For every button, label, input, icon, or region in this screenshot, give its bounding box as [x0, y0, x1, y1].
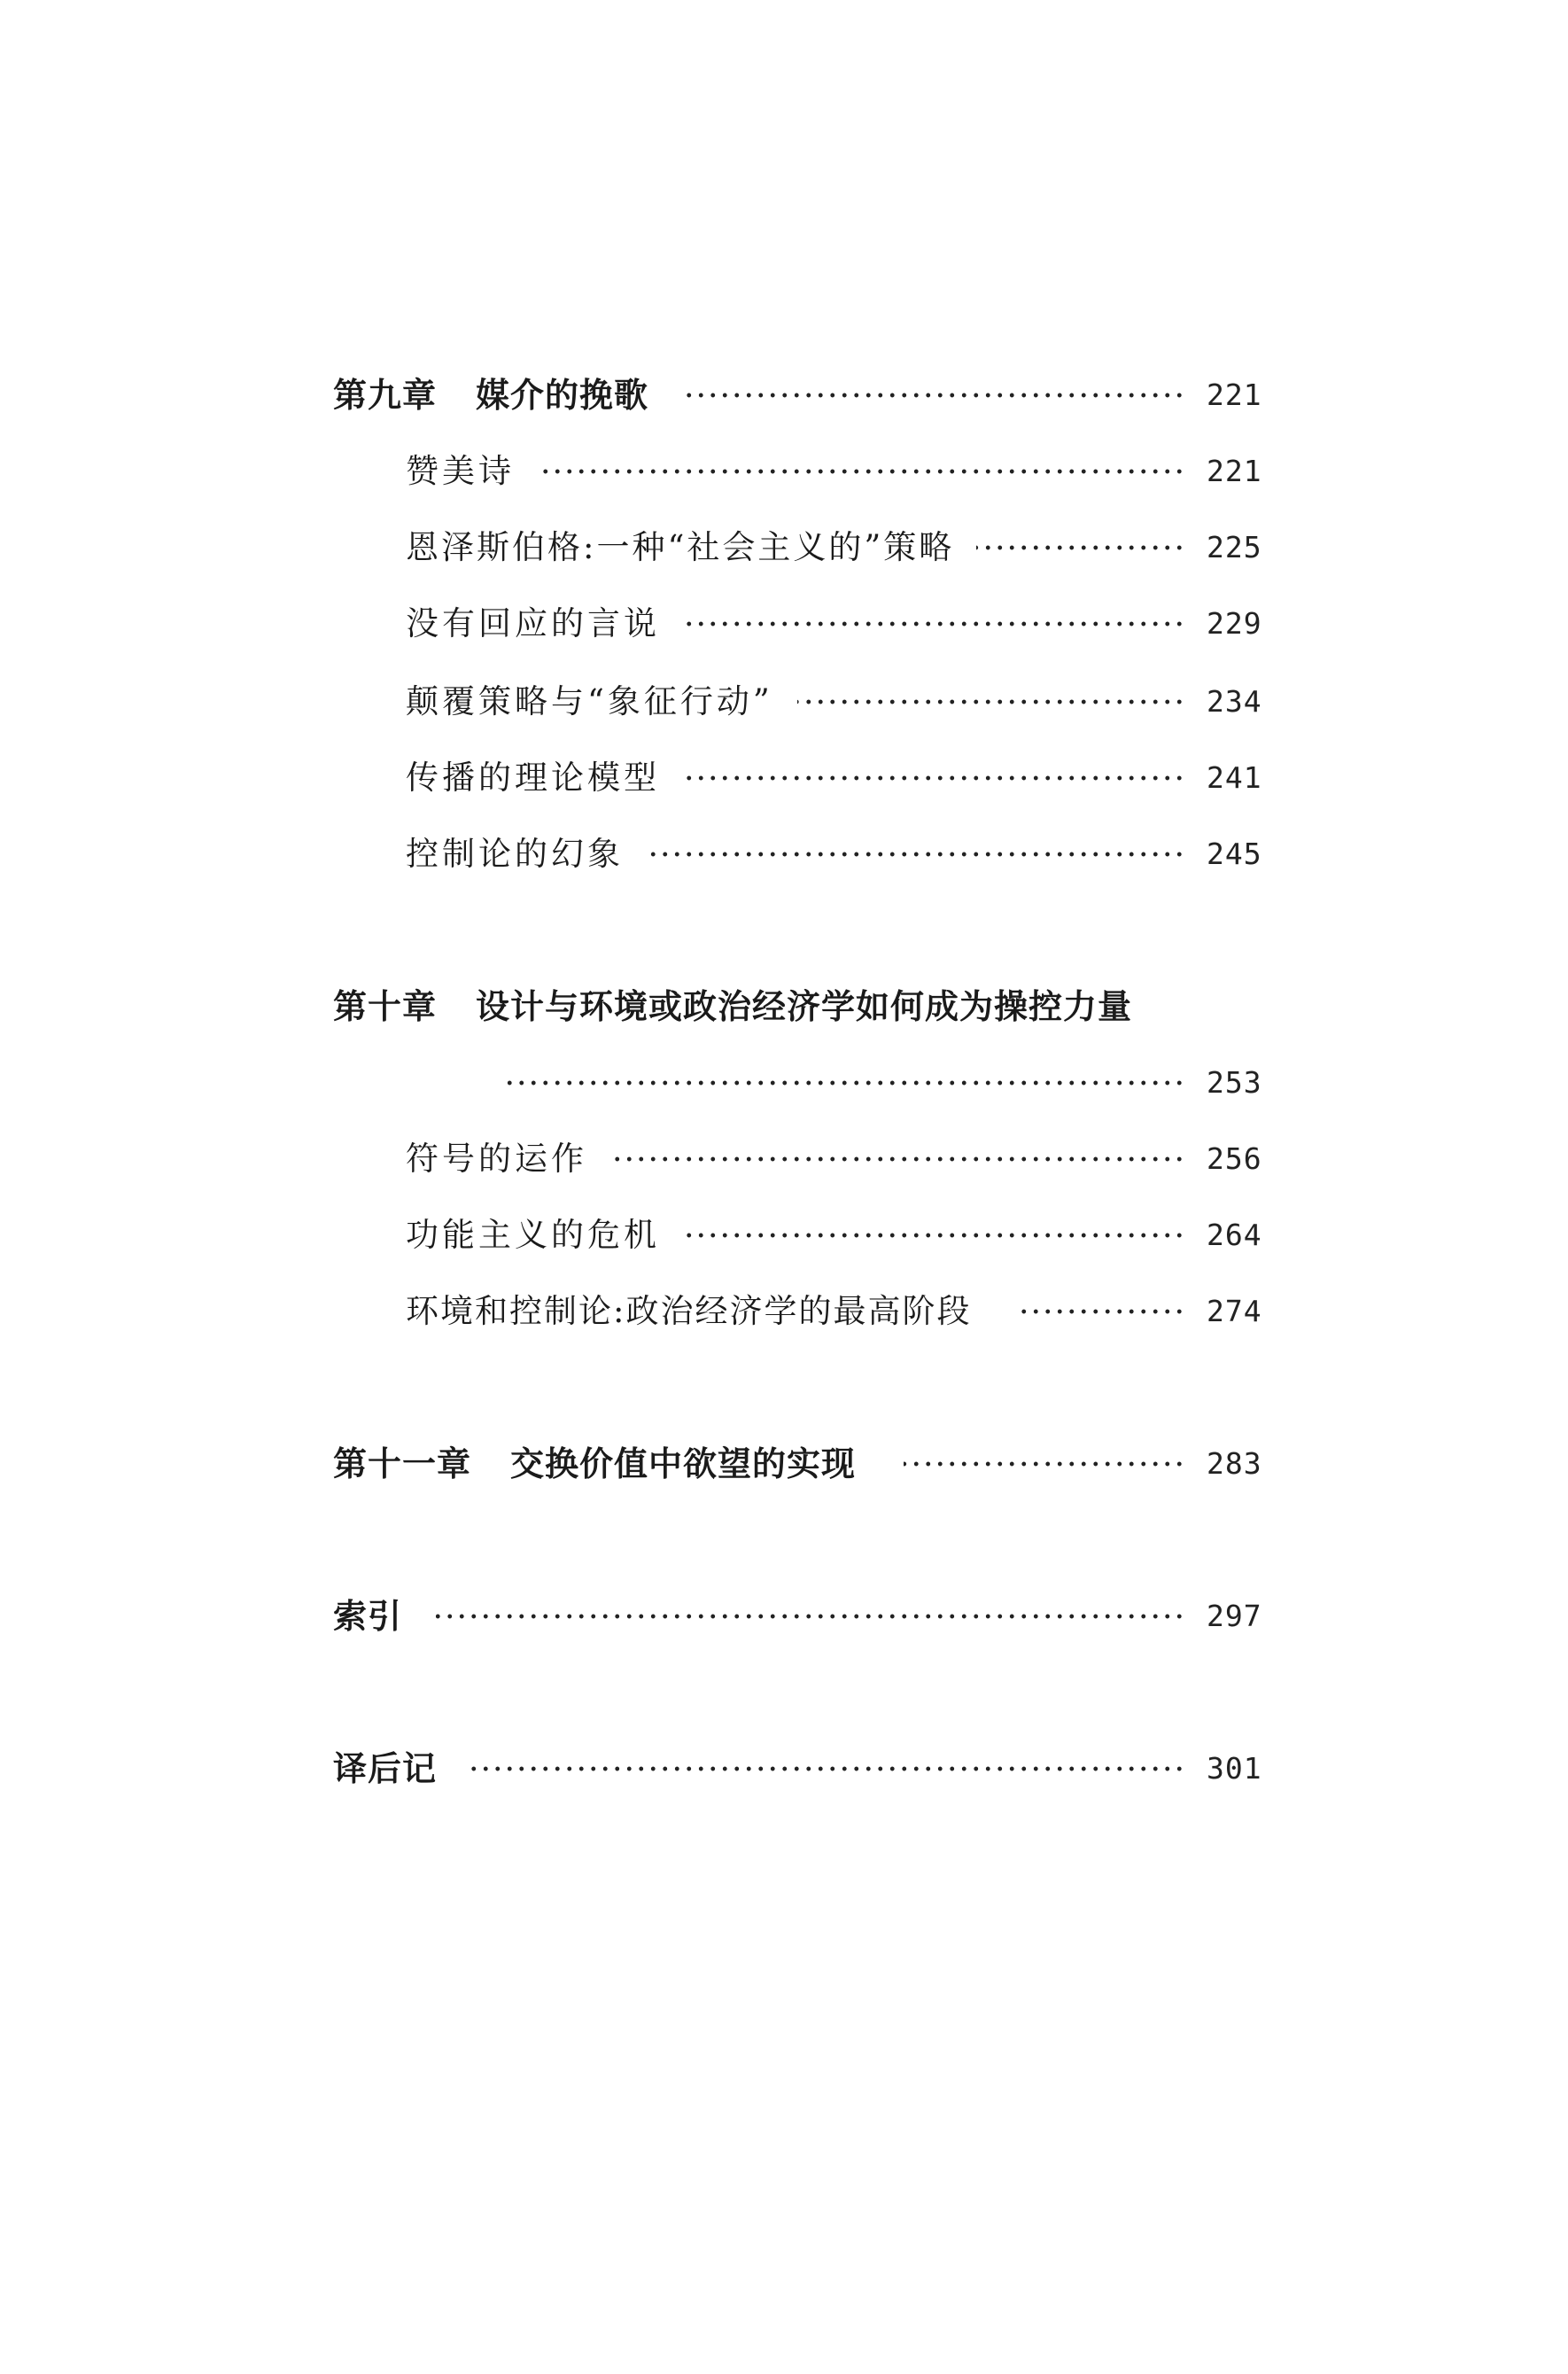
leader-dots [436, 1590, 1185, 1643]
chapter-10-label: 第十章 [333, 987, 438, 1026]
toc-chapter-10[interactable] [0, 980, 1568, 1033]
toc-section[interactable] [0, 1285, 1568, 1338]
section-page: 225 [1207, 530, 1262, 564]
chapter-11-page: 283 [1207, 1446, 1262, 1481]
section-title: 颠覆策略与“象征行动” [406, 682, 773, 720]
section-page: 221 [1207, 454, 1262, 488]
section-page: 274 [1207, 1294, 1262, 1328]
leader-dots [904, 1437, 1185, 1491]
section-page: 245 [1207, 837, 1262, 871]
section-title: 符号的运作 [406, 1140, 587, 1178]
toc-section[interactable] [0, 445, 1568, 498]
toc-section[interactable] [0, 828, 1568, 881]
index-title: 索引 [333, 1597, 403, 1636]
chapter-10-page: 253 [1207, 1065, 1262, 1100]
leader-dots [468, 1742, 1185, 1795]
section-page: 264 [1207, 1218, 1262, 1252]
leader-dots [682, 1209, 1185, 1262]
leader-dots [684, 751, 1185, 805]
section-title: 传播的理论模型 [406, 759, 660, 797]
leader-dots [542, 445, 1185, 498]
leader-dots [797, 675, 1185, 728]
leader-dots [505, 1056, 1185, 1109]
section-title: 赞美诗 [406, 452, 515, 490]
leader-dots [1019, 1285, 1185, 1338]
section-title: 控制论的幻象 [406, 835, 624, 873]
section-page: 256 [1207, 1141, 1262, 1176]
toc-chapter-10-continuation[interactable] [0, 1056, 1568, 1109]
chapter-10-heading [333, 980, 1132, 1033]
chapter-11-heading [333, 1437, 856, 1491]
toc-section[interactable] [0, 1133, 1568, 1186]
toc-section[interactable] [0, 597, 1568, 650]
chapter-9-page: 221 [1207, 378, 1262, 412]
section-title: 没有回应的言说 [406, 604, 660, 642]
afterword-title: 译后记 [333, 1749, 438, 1788]
toc-chapter-9[interactable] [0, 369, 1568, 422]
section-page: 234 [1207, 684, 1262, 719]
toc-chapter-11[interactable] [0, 1437, 1568, 1491]
afterword-page: 301 [1207, 1751, 1262, 1786]
chapter-11-label: 第十一章 [333, 1444, 472, 1483]
chapter-9-title: 媒介的挽歌 [476, 376, 649, 415]
leader-dots [976, 521, 1185, 574]
chapter-9-heading [333, 369, 648, 422]
leader-dots [648, 828, 1185, 881]
chapter-11-title: 交换价值中欲望的实现 [510, 1444, 857, 1483]
toc-section[interactable] [0, 521, 1568, 574]
section-title: 功能主义的危机 [406, 1216, 660, 1254]
toc-index[interactable] [0, 1590, 1568, 1643]
toc-section[interactable] [0, 1209, 1568, 1262]
section-title: 恩泽斯伯格:一种“社会主义的”策略 [406, 528, 955, 566]
leader-dots [682, 369, 1185, 422]
section-title: 环境和控制论:政治经济学的最高阶段 [406, 1292, 972, 1330]
chapter-9-label: 第九章 [333, 376, 438, 415]
toc-section[interactable] [0, 751, 1568, 805]
index-page: 297 [1207, 1599, 1262, 1633]
leader-dots [680, 597, 1185, 650]
chapter-10-title: 设计与环境或政治经济学如何成为操控力量 [476, 987, 1133, 1026]
toc-afterword[interactable] [0, 1742, 1568, 1795]
toc-section[interactable] [0, 675, 1568, 728]
section-page: 229 [1207, 606, 1262, 641]
leader-dots [611, 1133, 1185, 1186]
section-page: 241 [1207, 760, 1262, 795]
